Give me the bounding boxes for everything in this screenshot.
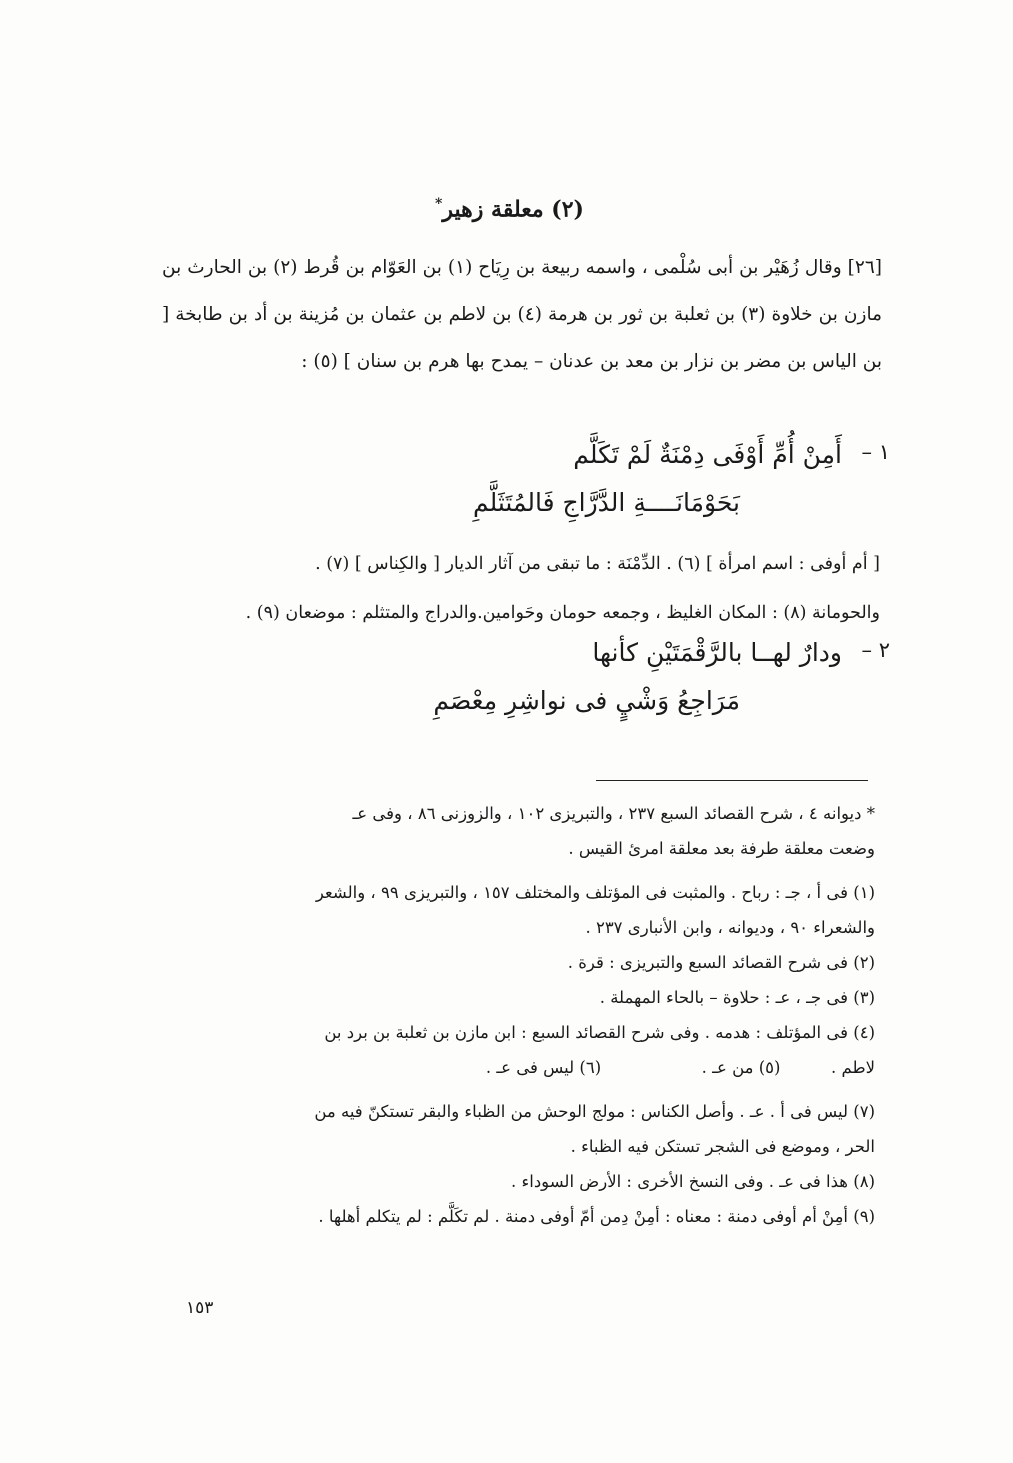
footnote-line: وضعت معلقة طرفة بعد معلقة امرئ القيس . <box>568 839 875 858</box>
verse-hemistich-first: ودارٌ لهــا بالرَّقْمَتَيْنِ كأنها <box>592 638 842 667</box>
title-text: (٢) معلقة زهير <box>442 196 584 223</box>
title-footnote-mark: * <box>435 196 443 212</box>
verse-2 <box>150 638 890 738</box>
footnote-text: لاطم . <box>830 1058 875 1077</box>
verse-1 <box>150 440 890 540</box>
footnote-line: (٤) فى المؤتلف : هدمه . وفى شرح القصائد السبع : ابن مازن بن ثعلبة بن برد بن <box>324 1023 875 1042</box>
footnote-text: (٥) من عـ . <box>701 1058 781 1077</box>
footnote-line <box>135 1050 875 1085</box>
page-number: ١٥٣ <box>186 1298 214 1318</box>
intro-paragraph: [٢٦] وقال زُهَيْر بن أبى سُلْمى ، واسمه ربيعة بن رِيَاح (١) بن العَوّام بن قُرط (٢) بن الحارث بن مازن بن خلاوة (٣) بن ثعلبة بن ثور بن هرمة (٤) بن لاطم بن عثمان بن مُزينة بن أد بن طابخة [ بن الياس بن مضر بن نزار بن معد بن عدنان – يمدح بها هرم بن سنان ] (٥) : <box>162 257 882 372</box>
footnote-line: الحر ، وموضع فى الشجر تستكن فيه الظباء . <box>570 1137 875 1156</box>
footnote-line: (٣) فى جـ ، عـ : حلاوة – بالحاء المهملة . <box>599 988 875 1007</box>
verse-hemistich-second: بَحَوْمَانَــــةِ الدَّرَّاجِ فَالمُتَثَلَّمِ <box>472 488 740 517</box>
footnote-separator <box>596 780 868 781</box>
footnote-line: (٨) هذا فى عـ . وفى النسخ الأخرى : الأرض السوداء . <box>511 1172 875 1191</box>
verse-hemistich-first: أَمِنْ أُمِّ أَوْفَى دِمْنَةٌ لَمْ تَكَلَّم <box>573 440 842 469</box>
gloss-line: والحومانة (٨) : المكان الغليظ ، وجمعه حومان وحَوامين.والدراج والمتثلم : موضعان (٩) . <box>245 603 880 623</box>
footnote-text: (٦) ليس فى عـ . <box>485 1058 602 1077</box>
footnote-line: (٩) أمِنْ أم أوفى دمنة : معناه : أمِنْ دِمن أمّ أوفى دمنة . لم تكَلَّم : لم يتكلم أهلها . <box>318 1207 875 1226</box>
footnote-line: (٢) فى شرح القصائد السبع والتبريزى : قرة . <box>567 953 875 972</box>
footnote-line: (١) فى أ ، جـ : رباح . والمثبت فى المؤتلف والمختلف ١٥٧ ، والتبريزى ٩٩ ، والشعر <box>315 883 875 902</box>
section-title <box>300 196 713 222</box>
footnote-line: والشعراء ٩٠ ، وديوانه ، وابن الأنبارى ٢٣٧ . <box>585 918 875 937</box>
verse-gloss <box>155 540 880 638</box>
footnote-line: * ديوانه ٤ ، شرح القصائد السبع ٢٣٧ ، والتبريزى ١٠٢ ، والزوزنى ٨٦ ، وفى عـ <box>352 804 875 823</box>
verse-number: ١ – <box>861 440 890 464</box>
footnotes <box>135 796 875 1234</box>
gloss-line: [ أم أوفى : اسم امرأة ] (٦) . الدِّمْنَة : ما تبقى من آثار الديار [ والكِناس ] (٧) . <box>315 554 880 574</box>
footnote-line: (٧) ليس فى أ . عـ . وأصل الكناس : مولج الوحش من الظباء والبقر تستكنّ فيه من <box>314 1102 875 1121</box>
verse-hemistich-second: مَرَاجِعُ وَشْيٍ فى نواشِرِ مِعْصَمِ <box>433 686 740 715</box>
verse-number: ٢ – <box>861 638 890 662</box>
